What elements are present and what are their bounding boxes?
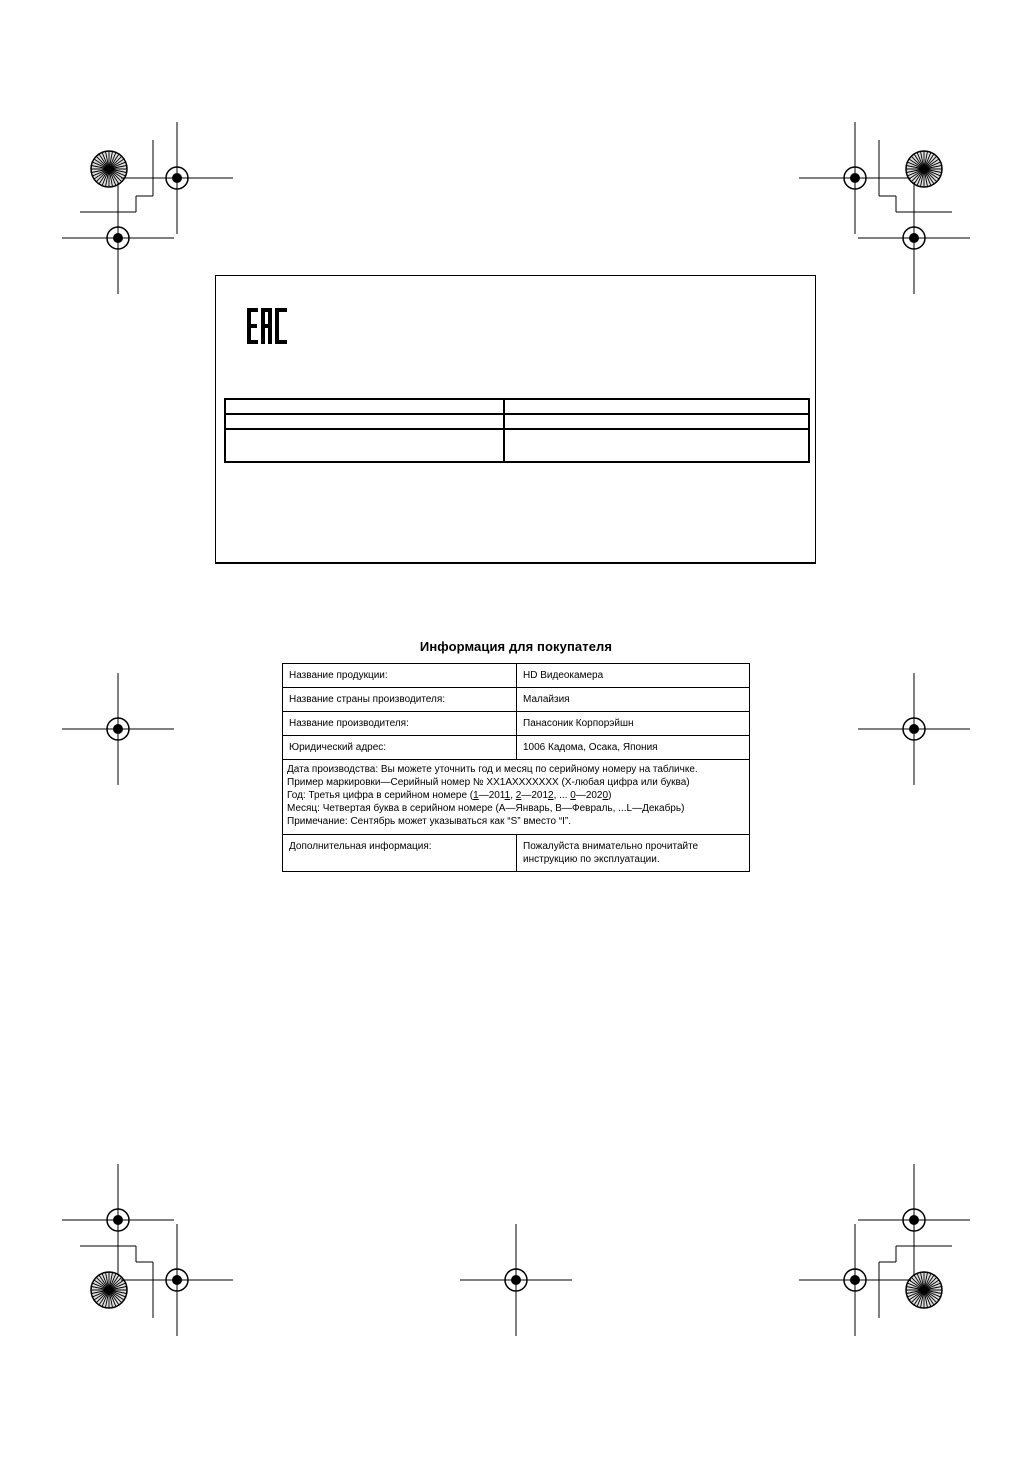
table-row — [283, 835, 750, 872]
row-label: Название продукции: — [283, 664, 517, 688]
eac-logo — [247, 308, 287, 344]
row-label: Название страны производителя: — [283, 688, 517, 712]
row-value: Панасоник Корпорэйшн — [517, 712, 750, 736]
year-line: Год: Третья цифра в серийном номере (1—2011, 2—2012, ... 0—2020) — [287, 790, 612, 801]
table-divider — [226, 413, 808, 415]
row-value: Пожалуйста внимательно прочитайте инструкцию по эксплуатации. — [517, 835, 750, 872]
eac-certification-box — [215, 275, 816, 564]
table-divider — [503, 400, 505, 461]
row-value: HD Видеокамера — [517, 664, 750, 688]
date-line: Дата производства: Вы можете уточнить год и месяц по серийному номеру на табличке. — [287, 764, 698, 775]
info-title: Информация для покупателя — [419, 639, 613, 654]
table-row — [283, 688, 750, 712]
row-label: Дополнительная информация: — [283, 835, 517, 872]
eac-table — [224, 398, 810, 463]
row-value: Малайзия — [517, 688, 750, 712]
date-line: Месяц: Четвертая буква в серийном номере (A—Январь, B—Февраль, ...L—Декабрь) — [287, 803, 685, 814]
row-value: 1006 Кадома, Осака, Япония — [517, 736, 750, 760]
row-label: Юридический адрес: — [283, 736, 517, 760]
date-line: Пример маркировки—Серийный номер № XX1AXXXXXXX (X-любая цифра или буква) — [287, 777, 690, 788]
table-divider — [226, 428, 808, 430]
row-label: Название производителя: — [283, 712, 517, 736]
date-line: Примечание: Сентябрь может указываться как “S” вместо “I”. — [287, 816, 572, 827]
table-row — [283, 664, 750, 688]
table-row — [283, 736, 750, 760]
table-row — [283, 760, 750, 835]
table-row — [283, 712, 750, 736]
consumer-info-table — [282, 663, 750, 872]
production-date-info — [283, 760, 750, 835]
